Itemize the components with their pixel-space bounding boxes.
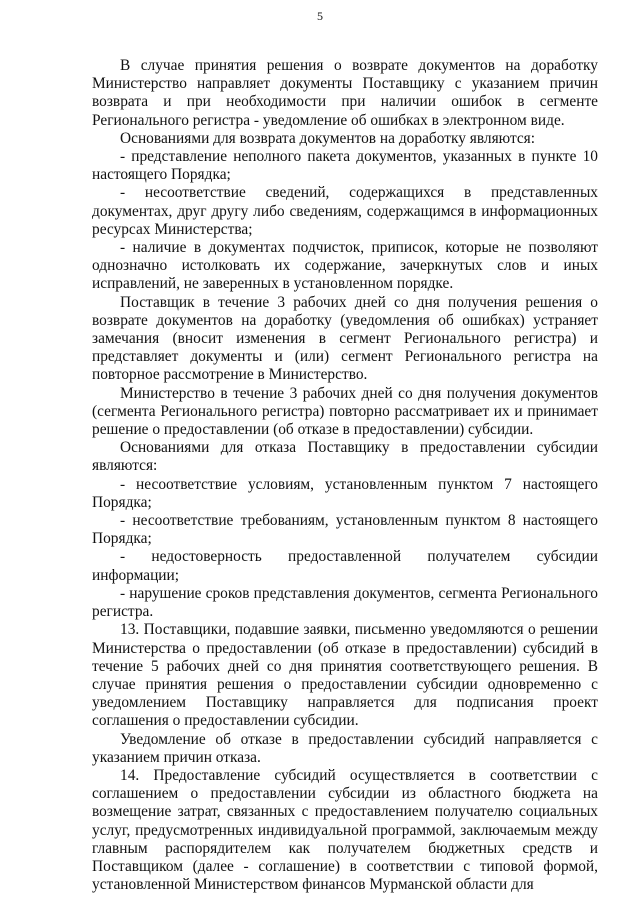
paragraph-section-13: 13. Поставщики, подавшие заявки, письменно уведомляются о решении Министерства о предоставлении (об отказе в предоставлении) субсидий в течение 5 рабочих дней со дня принятия соответствующего решения. В случае принятия решения о предоставлении субсидии одновременно с уведомлением Поставщику направляется для подписания проект соглашения о предоставлении субсидии. bbox=[92, 621, 598, 730]
paragraph-ministry-review: Министерство в течение 3 рабочих дней со дня получения документов (сегмента Регионального регистра) повторно рассматривает их и принимает решение о предоставлении (об отказе в предоставлении) субсидии. bbox=[92, 384, 598, 439]
list-item-unreliable-info: - недостоверность предоставленной получателем субсидии информации; bbox=[92, 548, 598, 584]
paragraph-refusal-grounds-intro: Основаниями для отказа Поставщику в предоставлении субсидии являются: bbox=[92, 439, 598, 475]
paragraph-supplier-corrections: Поставщик в течение 3 рабочих дней со дня получения решения о возврате документов на доработку (уведомления об ошибках) устраняет замечания (вносит изменения в сегмент Регионального регистра) и представляет документы и (или) сегмент Регионального регистра на повторное рассмотрение в Министерство. bbox=[92, 293, 598, 384]
paragraph-return-decision: В случае принятия решения о возврате документов на доработку Министерство направляет документы Поставщику с указанием причин возврата и при необходимости при наличии ошибок в сегменте Регионального регистра - уведомление об ошибках в электронном виде. bbox=[92, 57, 598, 129]
paragraph-refusal-notice: Уведомление об отказе в предоставлении субсидий направляется с указанием причин отказа. bbox=[92, 730, 598, 766]
paragraph-section-14: 14. Предоставление субсидий осуществляется в соответствии с соглашением о предоставлении субсидии из областного бюджета на возмещение затрат, связанных с предоставлением получателю социальных услуг, предусмотренных индивидуальной программой, заключаемым между главным распорядителем как получателем бюджетных средств и Поставщиком (далее - соглашение) в соответствии с типовой формой, установленной Министерством финансов Мурманской области для bbox=[92, 766, 598, 894]
document-body bbox=[92, 57, 598, 894]
paragraph-return-grounds-intro: Основаниями для возврата документов на доработку являются: bbox=[120, 129, 536, 147]
list-item-erasures: - наличие в документах подчисток, приписок, которые не позволяют однозначно истолковать их содержание, зачеркнутых слов и иных исправлений, не заверенных в установленном порядке. bbox=[92, 239, 598, 293]
list-item-inconsistent-info: - несоответствие сведений, содержащихся в представленных документах, друг другу либо сведениям, содержащимся в информационных ресурсах Министерства; bbox=[92, 184, 598, 238]
list-item-conditions-mismatch: - несоответствие условиям, установленным пунктом 7 настоящего Порядка; bbox=[92, 475, 598, 511]
list-item-requirements-mismatch: - несоответствие требованиям, установленным пунктом 8 настоящего Порядка; bbox=[92, 512, 598, 548]
list-item-deadline-violation: - нарушение сроков представления документов, сегмента Регионального регистра. bbox=[92, 584, 598, 621]
page-number: 5 bbox=[317, 9, 323, 23]
list-item-incomplete-package: - представление неполного пакета документов, указанных в пункте 10 настоящего Порядка; bbox=[92, 148, 598, 184]
